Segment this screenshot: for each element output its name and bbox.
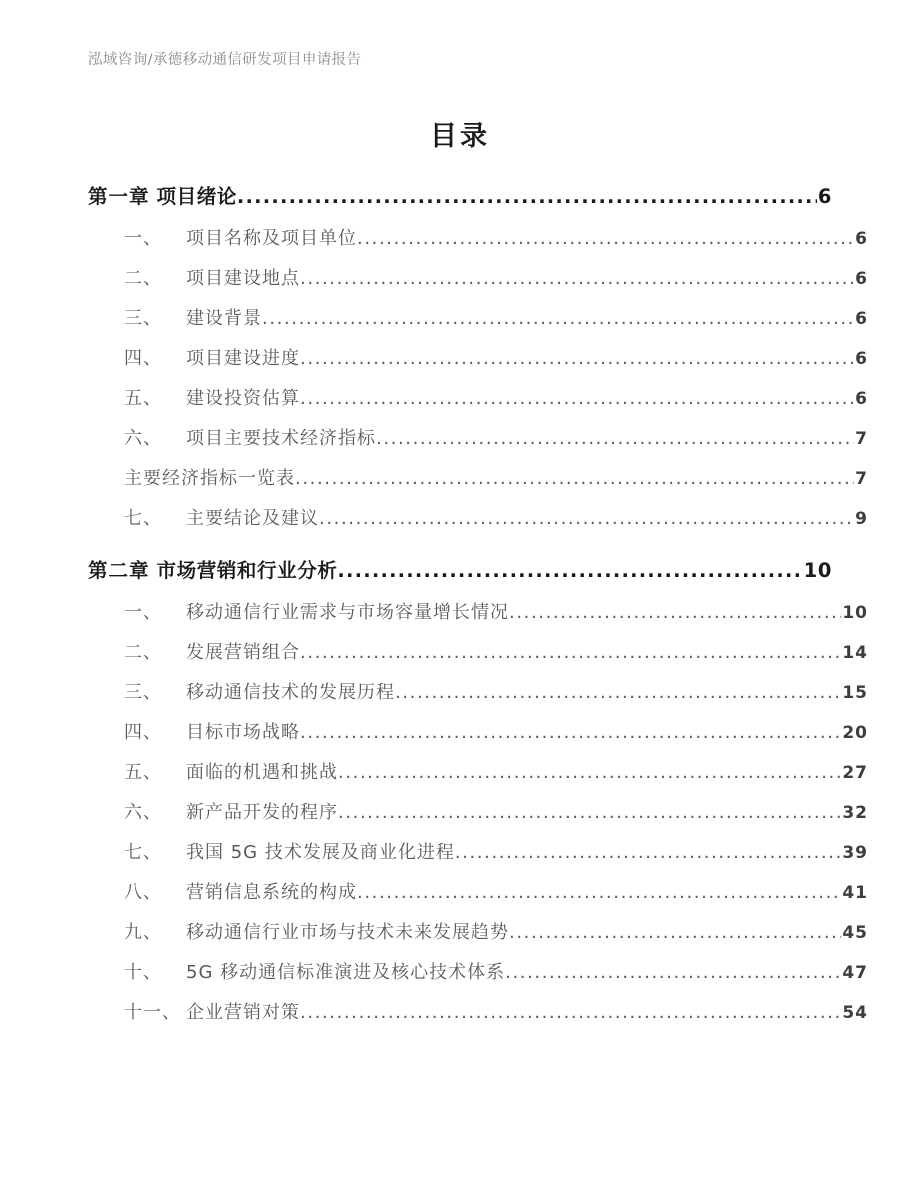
toc-entry-label: 5G 移动通信标准演进及核心技术体系 (186, 962, 506, 983)
toc-entry-number: 第一章 (88, 185, 150, 208)
toc-leader-dots (455, 848, 841, 866)
toc-section-entry[interactable] (88, 760, 868, 786)
toc-leader-dots (505, 968, 841, 986)
toc-section-entry[interactable] (88, 346, 868, 372)
toc-leader-dots (509, 928, 841, 946)
toc-entry-label: 项目名称及项目单位 (186, 228, 357, 249)
toc-entry-label: 移动通信行业需求与市场容量增长情况 (186, 602, 509, 623)
toc-entry-label: 我国 5G 技术发展及商业化进程 (186, 842, 455, 863)
toc-section-entry[interactable] (88, 466, 868, 492)
toc-page-number: 6 (855, 389, 868, 409)
toc-page-number: 6 (855, 349, 868, 369)
toc-entry-label: 建设投资估算 (186, 388, 300, 409)
toc-entry-number: 三、 (124, 682, 162, 703)
toc-entry-label: 项目建设地点 (186, 268, 300, 289)
toc-page-number: 27 (842, 763, 868, 783)
toc-chapter-entry[interactable] (88, 556, 832, 586)
toc-entry-label: 主要结论及建议 (186, 508, 319, 529)
toc-section-entry[interactable] (88, 266, 868, 292)
toc-page-number: 41 (842, 883, 868, 903)
toc-section-entry[interactable] (88, 960, 868, 986)
toc-section-entry[interactable] (88, 506, 868, 532)
toc-page-number: 6 (855, 269, 868, 289)
toc-entry-number: 五、 (124, 762, 162, 783)
page-title: 目录 (430, 121, 490, 152)
toc-leader-dots (262, 314, 854, 332)
toc-page-number: 47 (842, 963, 868, 983)
toc-page-number: 10 (842, 603, 868, 623)
toc-leader-dots (337, 567, 802, 587)
toc-page-number: 32 (842, 803, 868, 823)
toc-entry-label: 发展营销组合 (186, 642, 300, 663)
toc-entry-number: 四、 (124, 722, 162, 743)
toc-section-entry[interactable] (88, 640, 868, 666)
toc-page-number: 39 (842, 843, 868, 863)
toc-entry-number: 二、 (124, 642, 162, 663)
toc-entry-number: 六、 (124, 802, 162, 823)
toc-leader-dots (395, 688, 841, 706)
toc-entry-label: 营销信息系统的构成 (186, 882, 357, 903)
toc-leader-dots (300, 354, 854, 372)
toc-page-number: 6 (855, 309, 868, 329)
toc-entry-number: 二、 (124, 268, 162, 289)
toc-entry-number: 四、 (124, 348, 162, 369)
running-header: 泓域咨询/承德移动通信研发项目申请报告 (88, 52, 362, 68)
toc-page-number: 14 (842, 643, 868, 663)
toc-entry-label: 市场营销和行业分析 (156, 559, 338, 582)
toc-page-number: 20 (842, 723, 868, 743)
toc-section-entry[interactable] (88, 600, 868, 626)
toc-section-entry[interactable] (88, 720, 868, 746)
toc-section-entry[interactable] (88, 386, 868, 412)
toc-leader-dots (300, 1008, 841, 1026)
toc-page-number: 54 (842, 1003, 868, 1023)
toc-leader-dots (295, 474, 854, 492)
toc-leader-dots (300, 648, 841, 666)
toc-section-entry[interactable] (88, 920, 868, 946)
toc-entry-number: 六、 (124, 428, 162, 449)
toc-entry-label: 新产品开发的程序 (186, 802, 338, 823)
toc-page-number: 45 (842, 923, 868, 943)
toc-entry-label: 建设背景 (186, 308, 262, 329)
toc-entry-number: 十、 (124, 962, 162, 983)
toc-leader-dots (338, 808, 841, 826)
toc-entry-number: 一、 (124, 228, 162, 249)
toc-leader-dots (357, 888, 841, 906)
toc-entry-number: 一、 (124, 602, 162, 623)
toc-section-entry[interactable] (88, 800, 868, 826)
toc-leader-dots (357, 234, 854, 252)
toc-section-entry[interactable] (88, 226, 868, 252)
toc-entry-number: 八、 (124, 882, 162, 903)
toc-leader-dots (300, 274, 854, 292)
toc-page-number: 6 (855, 229, 868, 249)
toc-entry-number: 五、 (124, 388, 162, 409)
toc-entry-number: 第二章 (88, 559, 150, 582)
toc-section-entry[interactable] (88, 306, 868, 332)
table-of-contents (88, 182, 868, 1040)
toc-entry-number: 九、 (124, 922, 162, 943)
toc-leader-dots (300, 394, 854, 412)
toc-page-number: 15 (842, 683, 868, 703)
toc-section-entry[interactable] (88, 840, 868, 866)
toc-entry-label: 移动通信行业市场与技术未来发展趋势 (186, 922, 509, 943)
toc-leader-dots (509, 608, 841, 626)
toc-entry-label: 主要经济指标一览表 (124, 468, 295, 489)
toc-entry-label: 项目绪论 (156, 185, 237, 208)
toc-section-entry[interactable] (88, 880, 868, 906)
toc-leader-dots (237, 193, 817, 213)
toc-entry-number: 七、 (124, 842, 162, 863)
toc-entry-label: 面临的机遇和挑战 (186, 762, 338, 783)
toc-entry-label: 移动通信技术的发展历程 (186, 682, 395, 703)
toc-entry-label: 项目主要技术经济指标 (186, 428, 376, 449)
toc-section-entry[interactable] (88, 426, 868, 452)
toc-entry-label: 项目建设进度 (186, 348, 300, 369)
toc-entry-label: 目标市场战略 (186, 722, 300, 743)
toc-leader-dots (319, 514, 854, 532)
toc-page-number: 6 (817, 185, 832, 208)
toc-page-number: 10 (803, 559, 832, 582)
toc-page-number: 9 (855, 509, 868, 529)
toc-leader-dots (376, 434, 854, 452)
toc-page-number: 7 (855, 429, 868, 449)
toc-entry-number: 三、 (124, 308, 162, 329)
toc-entry-number: 七、 (124, 508, 162, 529)
toc-leader-dots (300, 728, 841, 746)
toc-page-number: 7 (855, 469, 868, 489)
toc-entry-label: 企业营销对策 (186, 1002, 300, 1023)
toc-section-entry[interactable] (88, 1000, 868, 1026)
toc-chapter-entry[interactable] (88, 182, 832, 212)
toc-leader-dots (338, 768, 841, 786)
toc-section-entry[interactable] (88, 680, 868, 706)
toc-entry-number: 十一、 (124, 1002, 181, 1023)
